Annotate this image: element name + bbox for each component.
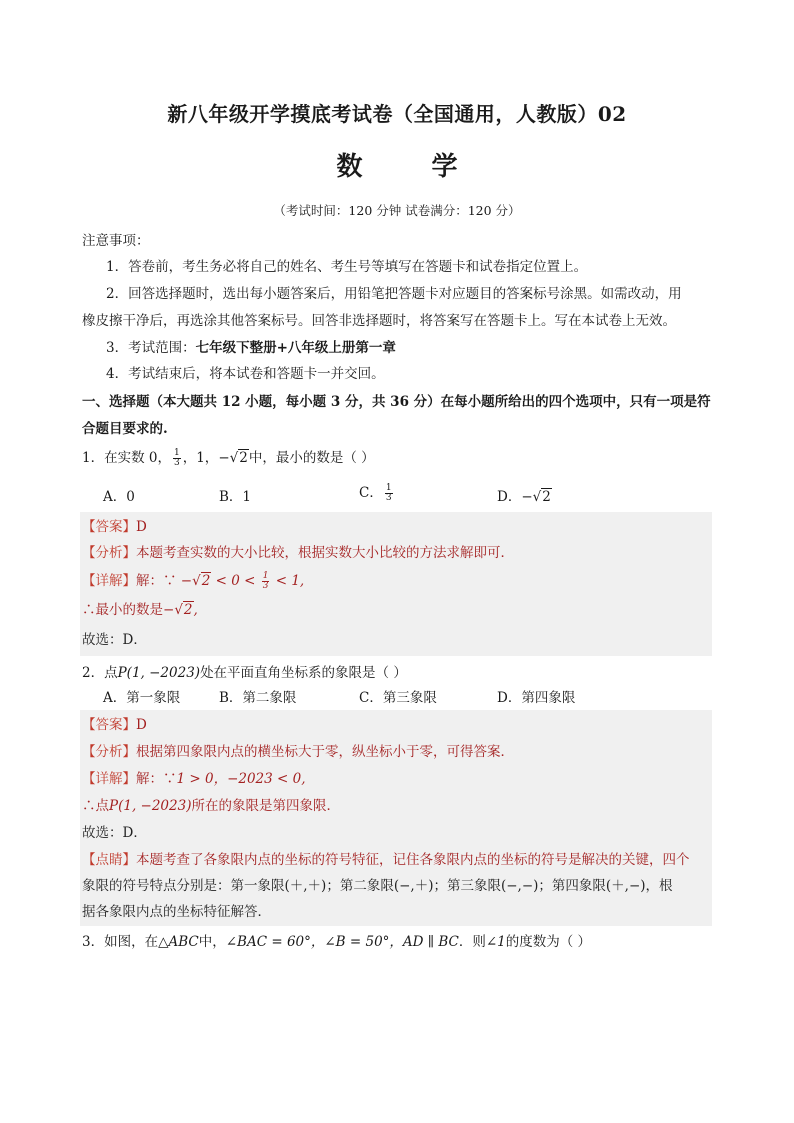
q2-answer-box xyxy=(80,710,712,926)
q2-analysis: 【分析】根据第四象限内点的横坐标大于零，纵坐标小于零，可得答案． xyxy=(82,744,514,760)
q2-stem: 2．点P(1, −2023)处在平面直角坐标系的象限是（ ） xyxy=(82,665,407,681)
sqrt-icon: √ xyxy=(532,489,542,505)
exam-title: 新八年级开学摸底考试卷（全国通用，人教版）02 xyxy=(167,102,627,126)
q1-conclusion: ∴最小的数是−√2, xyxy=(82,602,198,618)
q2-option-b: B．第二象限 xyxy=(219,690,297,706)
notice-heading: 注意事项： xyxy=(82,233,150,249)
q1-answer: 【答案】D xyxy=(82,519,147,535)
notice-item-2-cont: 橡皮擦干净后，再选涂其他答案标号。回答非选择题时，将答案写在答题卡上。写在本试卷上无效。 xyxy=(82,313,676,329)
q2-comment-1: 【点睛】本题考查了各象限内点的坐标的符号特征，记住各象限内点的坐标的符号是解决的关键，四个 xyxy=(82,852,690,868)
notice-item-4: 4．考试结束后，将本试卷和答题卡一并交回。 xyxy=(106,366,385,382)
q1-fraction: $\frac{1}{3}$ xyxy=(173,448,180,468)
sqrt-icon: √ xyxy=(229,450,239,466)
exam-info: （考试时间：120 分钟 试卷满分：120 分） xyxy=(273,203,521,218)
q1-option-c: C． $\frac{1}{3}$ xyxy=(359,483,392,503)
q2-option-c: C．第三象限 xyxy=(359,690,437,706)
q3-stem: 3．如图，在△ABC中，∠BAC = 60°，∠B = 50°，AD ∥ BC．则∠1的度数为（ ） xyxy=(82,934,592,950)
section-heading: 一、选择题（本大题共 12 小题，每小题 3 分，共 36 分）在每小题所给出的四个选项中，只有一项是符 xyxy=(82,394,711,410)
q2-detail: 【详解】解：∵1 > 0，−2023 < 0, xyxy=(82,771,306,787)
q2-option-d: D．第四象限 xyxy=(497,690,576,706)
q2-choose: 故选：D． xyxy=(82,825,147,841)
notice-item-2: 2．回答选择题时，选出每小题答案后，用铅笔把答题卡对应题目的答案标号涂黑。如需改动，用 xyxy=(106,286,682,302)
q2-comment-2: 象限的符号特点分别是：第一象限(＋,＋)；第二象限(−,＋)；第三象限(−,−)；第四象限(＋,−)，根 xyxy=(82,878,673,894)
q1-choose: 故选：D． xyxy=(82,632,147,648)
notice-item-3: 3．考试范围：七年级下整册+八年级上册第一章 xyxy=(106,340,396,356)
q1-answer-box xyxy=(80,512,712,656)
q1-stem: 1．在实数 0， $\frac{1}{3}$ ，1，−√2中，最小的数是（ ） xyxy=(82,448,375,468)
q2-answer: 【答案】D xyxy=(82,717,147,733)
q1-option-a: A．0 xyxy=(103,489,135,505)
q1-detail: 【详解】解：∵ −√2 < 0 < $\frac{1}{3}$ < 1, xyxy=(82,571,305,591)
q1-option-b: B．1 xyxy=(219,489,252,505)
section-heading-cont: 合题目要求的. xyxy=(82,421,168,437)
q1-analysis: 【分析】本题考查实数的大小比较，根据实数大小比较的方法求解即可． xyxy=(82,545,514,561)
q2-option-a: A．第一象限 xyxy=(103,690,181,706)
q2-conclusion: ∴点P(1, −2023)所在的象限是第四象限． xyxy=(82,798,340,814)
q2-comment-3: 据各象限内点的坐标特征解答． xyxy=(82,904,271,920)
q1-option-d: D．−√2 xyxy=(497,489,551,505)
exam-subject: 数 学 xyxy=(336,152,458,182)
notice-item-1: 1．答卷前，考生务必将自己的姓名、考生号等填写在答题卡和试卷指定位置上。 xyxy=(106,259,588,275)
